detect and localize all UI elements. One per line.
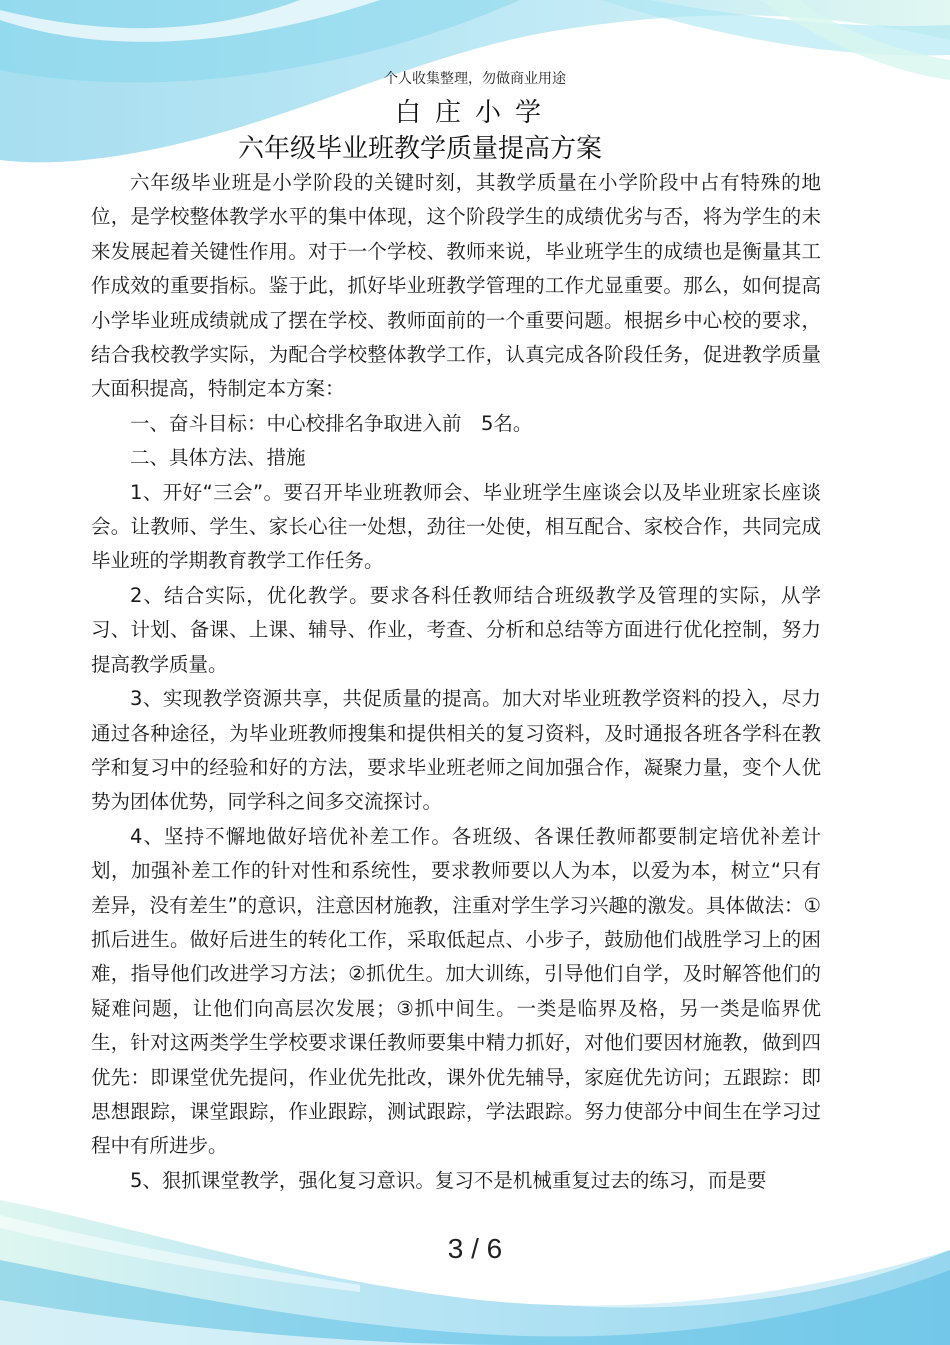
school-name: 白庄小学 xyxy=(394,98,555,128)
watermark-notice: 个人收集整理，勿做商业用途 xyxy=(384,71,566,87)
method-5-paragraph: 5、狠抓课堂教学，强化复习意识。复习不是机械重复过去的练习，而是要 xyxy=(130,1168,767,1192)
intro-paragraph: 六年级毕业班是小学阶段的关键时刻，其教学质量在小学阶段中占有特殊的地位，是学校整体教学水平的集中体现，这个阶段学生的成绩优劣与否，将为学生的未来发展起着关键性作用。对于一个学校、教师来说，毕业班学生的成绩也是衡量其工作成效的重要指标。鉴于此，抓好毕业班教学管理的工作尤显重要。那么，如何提高小学毕业班成绩就成了摆在学校、教师面前的一个重要问题。根据乡中心校的要求，结合我校教学实际，为配合学校整体教学工作，认真完成各阶段任务，促进教学质量大面积提高，特制定本方案： xyxy=(91,171,821,401)
document-body xyxy=(91,166,821,1198)
method-4-paragraph: 4、坚持不懈地做好培优补差工作。各班级、各课任教师都要制定培优补差计划，加强补差工作的针对性和系统性，要求教师要以人为本，以爱为本，树立“只有差异，没有差生”的意识，注意因材施教，注重对学生学习兴趣的激发。具体做法：①抓后进生。做好后进生的转化工作，采取低起点、小步子，鼓励他们战胜学习上的困难，指导他们改进学习方法；②抓优生。加大训练，引导他们自学，及时解答他们的疑难问题，让他们向高层次发展；③抓中间生。一类是临界及格，另一类是临界优生，针对这两类学生学校要求课任教师要集中精力抓好，对他们要因材施教，做到四优先：即课堂优先提问，作业优先批改，课外优先辅导，家庭优先访问；五跟踪：即思想跟踪，课堂跟踪，作业跟踪，测试跟踪，学法跟踪。努力使部分中间生在学习过程中有所进步。 xyxy=(91,824,821,1158)
method-3-paragraph: 3、实现教学资源共享，共促质量的提高。加大对毕业班教学资料的投入，尽力通过各种途径，为毕业班教师搜集和提供相关的复习资料，及时通报各班各学科在教学和复习中的经验和好的方法，要求毕业班老师之间加强合作，凝聚力量，变个人优势为团体优势，同学科之间多交流探讨。 xyxy=(91,687,821,814)
goal-paragraph: 一、奋斗目标：中心校排名争取进入前 5名。 xyxy=(130,411,533,435)
method-2-paragraph: 2、结合实际，优化教学。要求各科任教师结合班级教学及管理的实际，从学习、计划、备课、上课、辅导、作业，考查、分析和总结等方面进行优化控制，努力提高教学质量。 xyxy=(91,583,821,676)
page-number: 3 / 6 xyxy=(447,1233,503,1264)
document-title: 六年级毕业班教学质量提高方案 xyxy=(237,134,602,164)
methods-heading: 二、具体方法、措施 xyxy=(130,446,306,470)
method-1-paragraph: 1、开好“三会”。要召开毕业班教师会、毕业班学生座谈会以及毕业班家长座谈会。让教师、学生、家长心往一处想，劲往一处使，相互配合、家校合作，共同完成毕业班的学期教育教学工作任务。 xyxy=(91,480,821,573)
